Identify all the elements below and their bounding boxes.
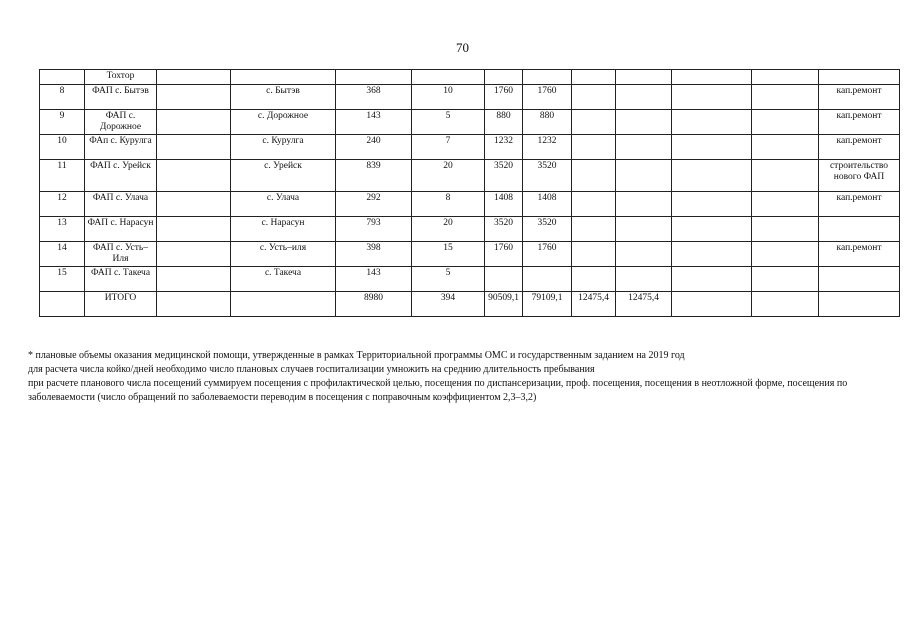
value-cell: 3520 (485, 160, 523, 192)
facility-name-cell: Тохтор (85, 70, 157, 85)
value-cell: 8 (412, 192, 485, 217)
note-cell: кап.ремонт (819, 192, 900, 217)
empty-cell (157, 292, 231, 317)
empty-cell (672, 70, 752, 85)
value-cell (572, 110, 616, 135)
page-number: 70 (456, 40, 469, 55)
facility-name-cell: ФАп с. Курулга (85, 135, 157, 160)
value-cell: 394 (412, 292, 485, 317)
table-row (40, 192, 900, 217)
empty-cell (752, 110, 819, 135)
value-cell: 15 (412, 242, 485, 267)
empty-cell (157, 192, 231, 217)
footnote: * плановые объемы оказания медицинской помощи, утвержденные в рамках Территориальной программы ОМС и государственным заданием на 2019 год (28, 350, 685, 361)
empty-cell (672, 160, 752, 192)
value-cell: 1760 (485, 242, 523, 267)
value-cell: 5 (412, 267, 485, 292)
facility-name-cell: ФАП с. Дорожное (85, 110, 157, 135)
value-cell (572, 267, 616, 292)
row-number-cell: 8 (40, 85, 85, 110)
empty-cell (157, 135, 231, 160)
row-number-cell (40, 292, 85, 317)
value-cell (336, 70, 412, 85)
value-cell (572, 192, 616, 217)
facility-name-cell: ФАП с. Нарасун (85, 217, 157, 242)
row-number-cell: 13 (40, 217, 85, 242)
note-cell: кап.ремонт (819, 135, 900, 160)
row-number-cell: 15 (40, 267, 85, 292)
value-cell: 143 (336, 267, 412, 292)
note-cell (819, 70, 900, 85)
empty-cell (157, 85, 231, 110)
village-cell (231, 292, 336, 317)
value-cell: 1232 (523, 135, 572, 160)
value-cell: 1408 (485, 192, 523, 217)
value-cell: 880 (523, 110, 572, 135)
table-row (40, 70, 900, 85)
value-cell: 7 (412, 135, 485, 160)
value-cell (572, 70, 616, 85)
value-cell: 839 (336, 160, 412, 192)
note-cell (819, 217, 900, 242)
value-cell: 5 (412, 110, 485, 135)
village-cell (231, 70, 336, 85)
value-cell: 8980 (336, 292, 412, 317)
value-cell (616, 135, 672, 160)
table-row (40, 160, 900, 192)
note-cell (819, 267, 900, 292)
table-row (40, 110, 900, 135)
facility-name-cell: ФАП с. Бытэв (85, 85, 157, 110)
value-cell: 240 (336, 135, 412, 160)
village-cell: с. Улача (231, 192, 336, 217)
empty-cell (157, 242, 231, 267)
value-cell (616, 70, 672, 85)
empty-cell (752, 217, 819, 242)
empty-cell (752, 70, 819, 85)
value-cell: 1408 (523, 192, 572, 217)
empty-cell (672, 267, 752, 292)
value-cell: 12475,4 (572, 292, 616, 317)
value-cell: 368 (336, 85, 412, 110)
empty-cell (672, 110, 752, 135)
empty-cell (752, 242, 819, 267)
value-cell: 3520 (523, 160, 572, 192)
facility-name-cell: ФАП с. Усть–Иля (85, 242, 157, 267)
value-cell (616, 192, 672, 217)
value-cell: 398 (336, 242, 412, 267)
table-row (40, 217, 900, 242)
empty-cell (157, 217, 231, 242)
table-row (40, 135, 900, 160)
facility-name-cell: ИТОГО (85, 292, 157, 317)
note-cell (819, 292, 900, 317)
row-number-cell (40, 70, 85, 85)
empty-cell (157, 110, 231, 135)
row-number-cell: 12 (40, 192, 85, 217)
note-cell: кап.ремонт (819, 242, 900, 267)
value-cell (572, 85, 616, 110)
value-cell: 20 (412, 217, 485, 242)
empty-cell (752, 267, 819, 292)
village-cell: с. Нарасун (231, 217, 336, 242)
footnote: для расчета числа койко/дней необходимо число плановых случаев госпитализации умножить на среднию длительность пребывания (28, 364, 595, 375)
value-cell: 3520 (485, 217, 523, 242)
village-cell: с. Усть–иля (231, 242, 336, 267)
value-cell: 1760 (523, 242, 572, 267)
row-number-cell: 10 (40, 135, 85, 160)
empty-cell (157, 267, 231, 292)
value-cell: 10 (412, 85, 485, 110)
table-row (40, 267, 900, 292)
value-cell: 1760 (485, 85, 523, 110)
facility-name-cell: ФАП с. Урейск (85, 160, 157, 192)
row-number-cell: 14 (40, 242, 85, 267)
footnotes (28, 349, 878, 405)
empty-cell (752, 160, 819, 192)
value-cell (485, 70, 523, 85)
facility-name-cell: ФАП с. Улача (85, 192, 157, 217)
value-cell: 79109,1 (523, 292, 572, 317)
note-cell: кап.ремонт (819, 85, 900, 110)
value-cell (616, 110, 672, 135)
village-cell: с. Бытэв (231, 85, 336, 110)
table-row (40, 85, 900, 110)
village-cell: с. Курулга (231, 135, 336, 160)
row-number-cell: 9 (40, 110, 85, 135)
value-cell: 292 (336, 192, 412, 217)
value-cell: 90509,1 (485, 292, 523, 317)
facility-name-cell: ФАП с. Такеча (85, 267, 157, 292)
empty-cell (672, 192, 752, 217)
value-cell (572, 160, 616, 192)
empty-cell (672, 292, 752, 317)
value-cell (572, 242, 616, 267)
footnote: при расчете планового числа посещений суммируем посещения с профилактической целью, посещения по диспансеризации, проф. посещения, посещения в неотложной форме, посещения по заболеваемости (число обращений по заболеваемости переводим в посещения с поправочным коэффициентом 2,3–3,2) (28, 378, 848, 403)
value-cell: 793 (336, 217, 412, 242)
value-cell: 12475,4 (616, 292, 672, 317)
value-cell: 1232 (485, 135, 523, 160)
row-number-cell: 11 (40, 160, 85, 192)
empty-cell (752, 85, 819, 110)
note-cell: кап.ремонт (819, 110, 900, 135)
value-cell (616, 242, 672, 267)
village-cell: с. Дорожное (231, 110, 336, 135)
value-cell (572, 217, 616, 242)
value-cell (616, 85, 672, 110)
empty-cell (752, 292, 819, 317)
empty-cell (157, 70, 231, 85)
empty-cell (672, 217, 752, 242)
empty-cell (672, 85, 752, 110)
value-cell: 143 (336, 110, 412, 135)
village-cell: с. Такеча (231, 267, 336, 292)
value-cell (616, 267, 672, 292)
value-cell: 880 (485, 110, 523, 135)
village-cell: с. Урейск (231, 160, 336, 192)
value-cell: 1760 (523, 85, 572, 110)
value-cell: 3520 (523, 217, 572, 242)
value-cell (616, 160, 672, 192)
empty-cell (672, 242, 752, 267)
facility-table (39, 69, 900, 317)
value-cell (523, 70, 572, 85)
value-cell: 20 (412, 160, 485, 192)
note-cell: строительство нового ФАП (819, 160, 900, 192)
table-row (40, 242, 900, 267)
value-cell (616, 217, 672, 242)
empty-cell (752, 192, 819, 217)
value-cell (523, 267, 572, 292)
value-cell (412, 70, 485, 85)
value-cell (485, 267, 523, 292)
table-row (40, 292, 900, 317)
empty-cell (672, 135, 752, 160)
empty-cell (752, 135, 819, 160)
empty-cell (157, 160, 231, 192)
value-cell (572, 135, 616, 160)
